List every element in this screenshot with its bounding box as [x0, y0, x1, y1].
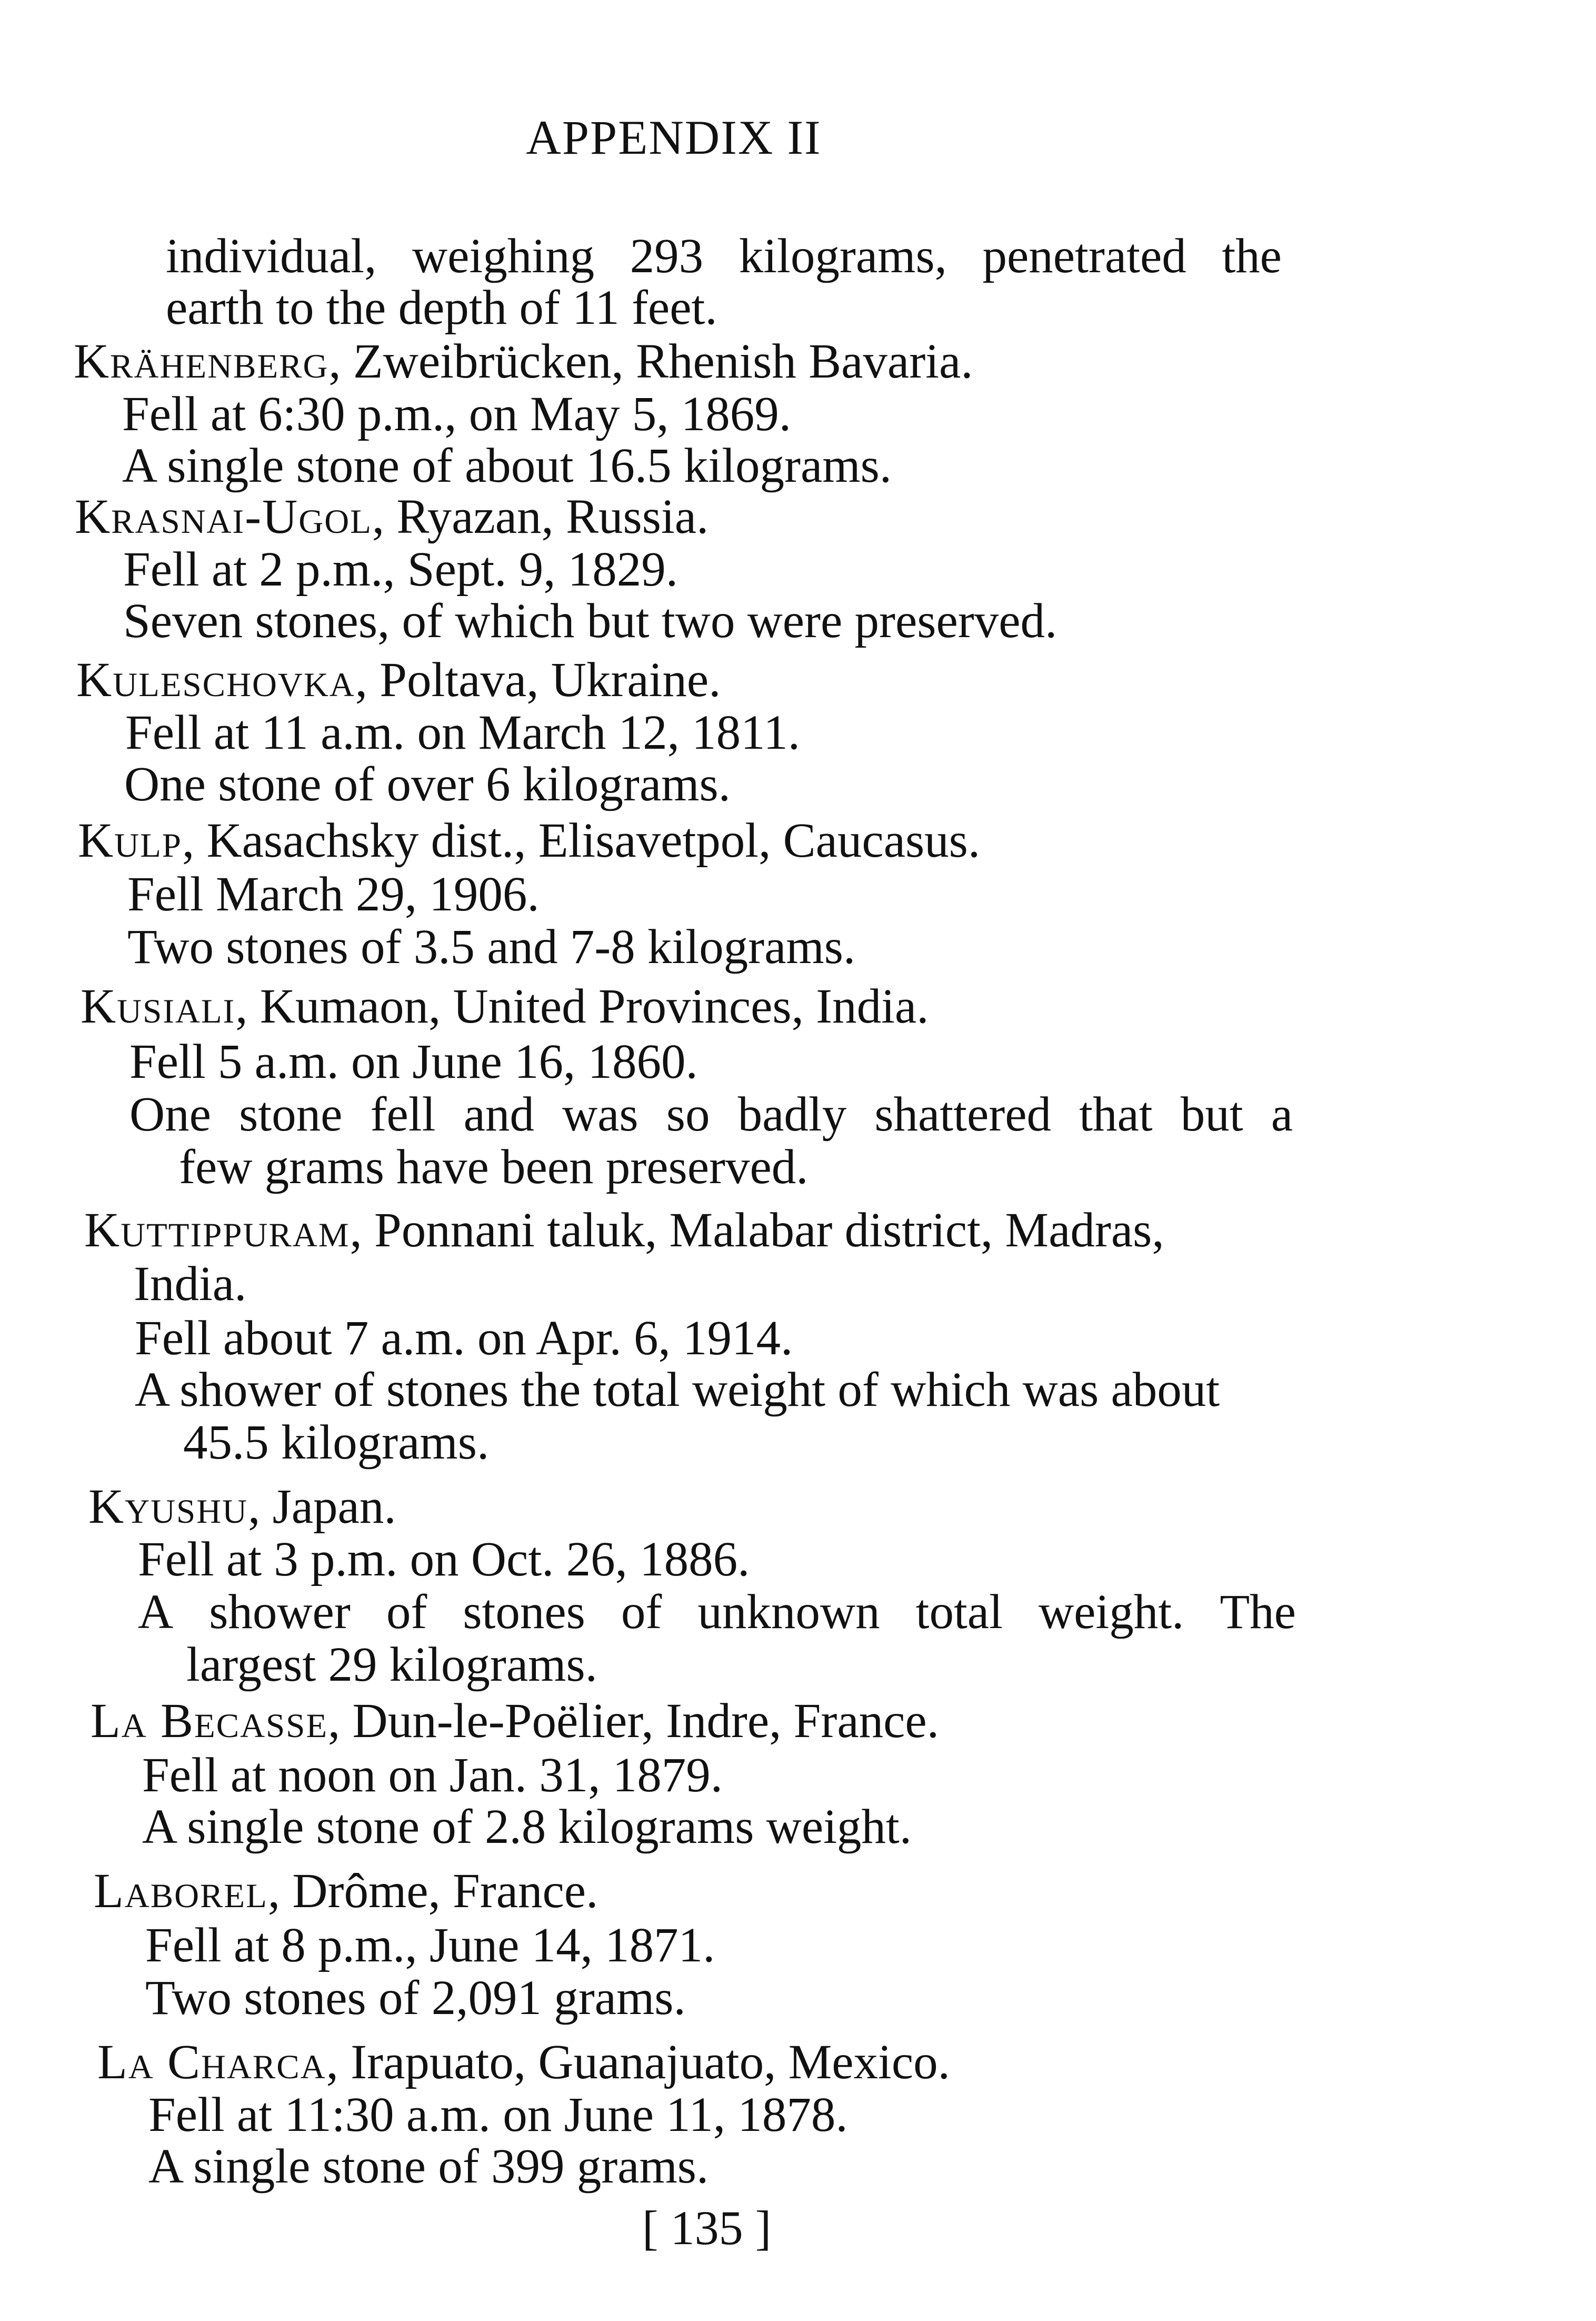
entry-description: Seven stones, of which but two were preserved.	[123, 594, 1058, 648]
entry-heading	[76, 653, 721, 707]
entry-description-cont: few grams have been preserved.	[179, 1140, 809, 1194]
word: fell	[370, 1087, 436, 1142]
entry-heading	[91, 1694, 939, 1748]
entry-location: , Drôme, France.	[267, 1864, 598, 1918]
entry-heading	[88, 1480, 396, 1534]
entry-fell: Fell at noon on Jan. 31, 1879.	[142, 1748, 723, 1802]
entry-name: Kuttippuram	[84, 1203, 350, 1257]
word: individual,	[166, 229, 377, 283]
entry-description: Two stones of 2,091 grams.	[145, 1971, 686, 2025]
word: unknown	[697, 1585, 880, 1639]
entry-fell: Fell March 29, 1906.	[127, 867, 540, 921]
continuation-line-2: earth to the depth of 11 feet.	[166, 281, 717, 335]
word: of	[621, 1585, 662, 1639]
word: total	[915, 1585, 1003, 1639]
entry-description	[129, 1087, 1293, 1142]
entry-name: La Charca	[97, 2035, 326, 2089]
word: 293	[630, 229, 704, 283]
running-head: APPENDIX II	[526, 111, 822, 164]
entry-location-cont: India.	[134, 1257, 247, 1311]
entry-heading	[84, 1203, 1164, 1257]
entry-location: , Kumaon, United Provinces, India.	[235, 979, 929, 1034]
word: stone	[239, 1087, 343, 1142]
entry-fell: Fell at 11:30 a.m. on June 11, 1878.	[148, 2088, 848, 2142]
entry-location: , Ryazan, Russia.	[372, 490, 709, 544]
entry-name: La Becasse	[91, 1694, 328, 1748]
word: shower	[209, 1585, 351, 1639]
word: shattered	[874, 1087, 1051, 1142]
entry-fell: Fell at 3 p.m. on Oct. 26, 1886.	[138, 1532, 750, 1586]
word: but	[1180, 1087, 1243, 1142]
entry-description: One stone of over 6 kilograms.	[124, 757, 731, 811]
entry-name: Kusiali	[81, 979, 236, 1034]
entry-fell: Fell at 2 p.m., Sept. 9, 1829.	[123, 542, 678, 597]
entry-description: A single stone of 2.8 kilograms weight.	[142, 1800, 912, 1854]
word: was	[562, 1087, 639, 1142]
entry-location: , Poltava, Ukraine.	[355, 653, 721, 707]
entry-description-cont: 45.5 kilograms.	[183, 1415, 490, 1470]
entry-heading	[94, 1864, 598, 1918]
entry-name: Kyushu	[88, 1480, 248, 1534]
word: stones	[463, 1585, 585, 1639]
entry-heading	[97, 2035, 950, 2089]
entry-description: A single stone of 399 grams.	[148, 2139, 709, 2194]
entry-fell: Fell at 6:30 p.m., on May 5, 1869.	[122, 387, 791, 441]
word: and	[463, 1087, 534, 1142]
continuation-line-1	[166, 229, 1282, 283]
word: kilograms,	[739, 229, 947, 283]
entry-description: Two stones of 3.5 and 7-8 kilograms.	[127, 920, 856, 974]
entry-description: A single stone of about 16.5 kilograms.	[122, 439, 892, 493]
page-number: [ 135 ]	[642, 2201, 772, 2255]
entry-fell: Fell at 8 p.m., June 14, 1871.	[145, 1918, 715, 1972]
entry-name: Krähenberg	[74, 334, 329, 389]
word: weight.	[1038, 1585, 1184, 1639]
entry-heading	[74, 334, 973, 389]
word: of	[386, 1585, 427, 1639]
entry-heading	[81, 979, 929, 1034]
entry-name: Krasnai-Ugol	[75, 490, 372, 544]
entry-description: A shower of stones the total weight of which was about	[135, 1363, 1220, 1417]
entry-fell: Fell about 7 a.m. on Apr. 6, 1914.	[135, 1311, 793, 1365]
entry-location: , Dun-le-Poëlier, Indre, France.	[328, 1694, 939, 1748]
entry-name: Kuleschovka	[76, 653, 355, 707]
entry-name: Laborel	[94, 1864, 268, 1918]
word: The	[1220, 1585, 1296, 1639]
entry-description	[138, 1585, 1296, 1639]
entry-heading	[75, 490, 709, 544]
entry-name: Kulp	[78, 814, 182, 868]
entry-fell: Fell at 11 a.m. on March 12, 1811.	[125, 706, 800, 760]
word: that	[1079, 1087, 1153, 1142]
word: so	[666, 1087, 710, 1142]
entry-location: , Zweibrücken, Rhenish Bavaria.	[328, 334, 973, 389]
entry-fell: Fell 5 a.m. on June 16, 1860.	[129, 1035, 698, 1089]
word: the	[1222, 229, 1282, 283]
entry-location: , Japan.	[248, 1480, 396, 1534]
entry-description-cont: largest 29 kilograms.	[186, 1638, 597, 1692]
entry-location: , Kasachsky dist., Elisavetpol, Caucasus.	[182, 814, 981, 868]
entry-heading	[78, 814, 981, 868]
word: badly	[737, 1087, 847, 1142]
entry-location: , Irapuato, Guanajuato, Mexico.	[326, 2035, 950, 2089]
word: a	[1271, 1087, 1293, 1142]
word: penetrated	[982, 229, 1186, 283]
word: One	[129, 1087, 211, 1142]
word: weighing	[412, 229, 595, 283]
entry-location: , Ponnani taluk, Malabar district, Madras,	[350, 1203, 1164, 1257]
word: A	[138, 1585, 174, 1639]
